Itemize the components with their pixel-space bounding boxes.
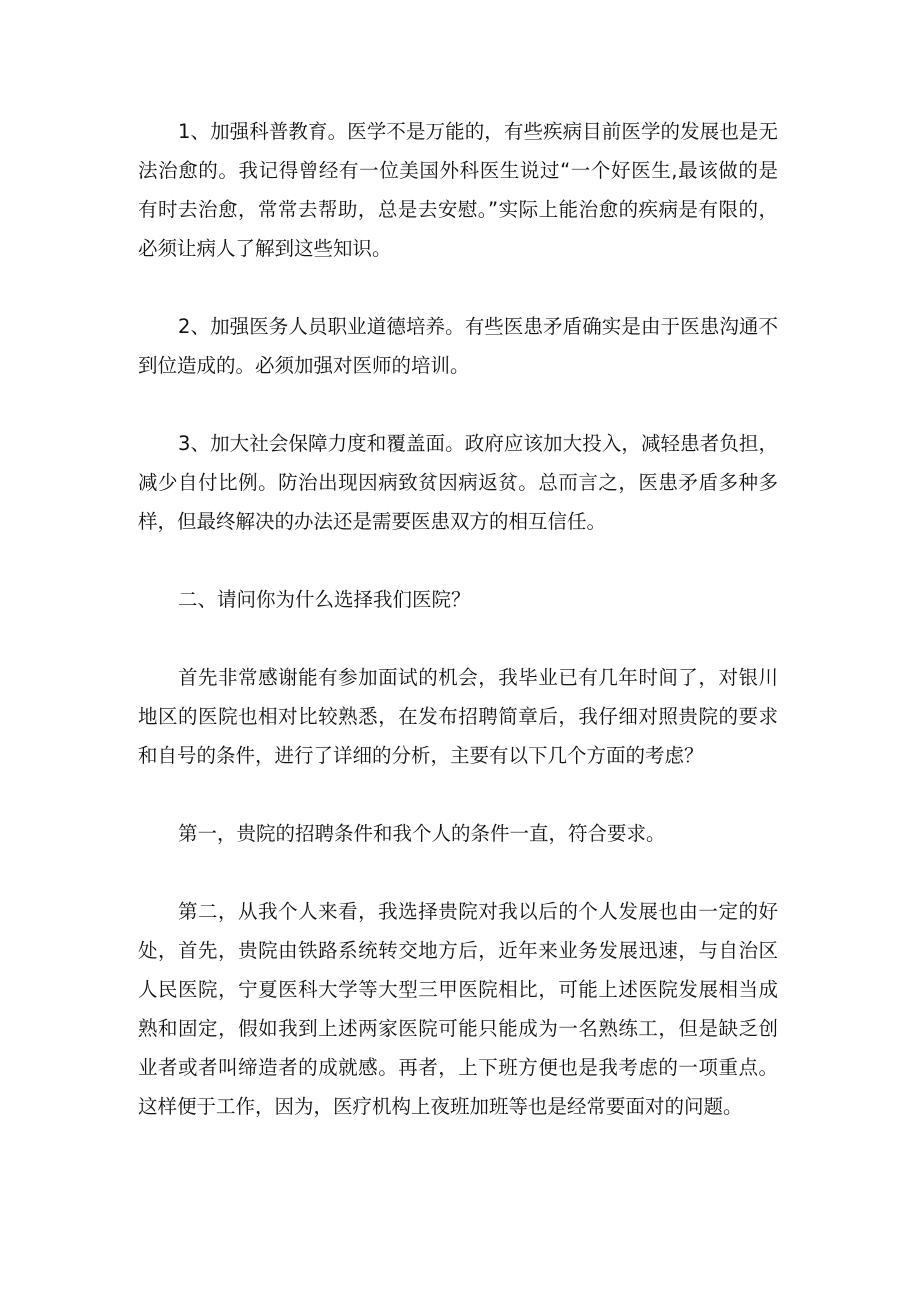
paragraph-second-reason: 第二，从我个人来看，我选择贵院对我以后的个人发展也由一定的好处，首先，贵院由铁路系统转交地方后，近年来业务发展迅速，与自治区人民医院，宁夏医科大学等大型三甲医院相比，可能上述医院发展相当成熟和固定，假如我到上述两家医院可能只能成为一名熟练工，但是缺乏创业者或者叫缔造者的成就感。再者，上下班方便也是我考虑的一项重点。这样便于工作，因为，医疗机构上夜班加班等也是经常要面对的问题。: [138, 900, 778, 1118]
question-heading: 二、请问你为什么选择我们医院？: [178, 588, 471, 611]
paragraph-medical-ethics: 2、加强医务人员职业道德培养。有些医患矛盾确实是由于医患沟通不到位造成的。必须加强对医师的培训。: [138, 315, 778, 377]
paragraph-introduction: 首先非常感谢能有参加面试的机会，我毕业已有几年时间了，对银川地区的医院也相对比较熟悉，在发布招聘简章后，我仔细对照贵院的要求和自号的条件，进行了详细的分析，主要有以下几个方面的考虑？: [138, 666, 778, 767]
paragraph-social-security: 3、加大社会保障力度和覆盖面。政府应该加大投入，减轻患者负担，减少自付比例。防治出现因病致贫因病返贫。总而言之，医患矛盾多种多样，但最终解决的办法还是需要医患双方的相互信任。: [138, 432, 778, 533]
document-body: [138, 112, 778, 1126]
paragraph-science-education: 1、加强科普教育。医学不是万能的，有些疾病目前医学的发展也是无法治愈的。我记得曾经有一位美国外科医生说过“一个好医生,最该做的是有时去治愈，常常去帮助，总是去安慰。”实际上能治愈的疾病是有限的，必须让病人了解到这些知识。: [138, 120, 778, 260]
paragraph-first-reason: 第一，贵院的招聘条件和我个人的条件一直，符合要求。: [178, 822, 666, 845]
